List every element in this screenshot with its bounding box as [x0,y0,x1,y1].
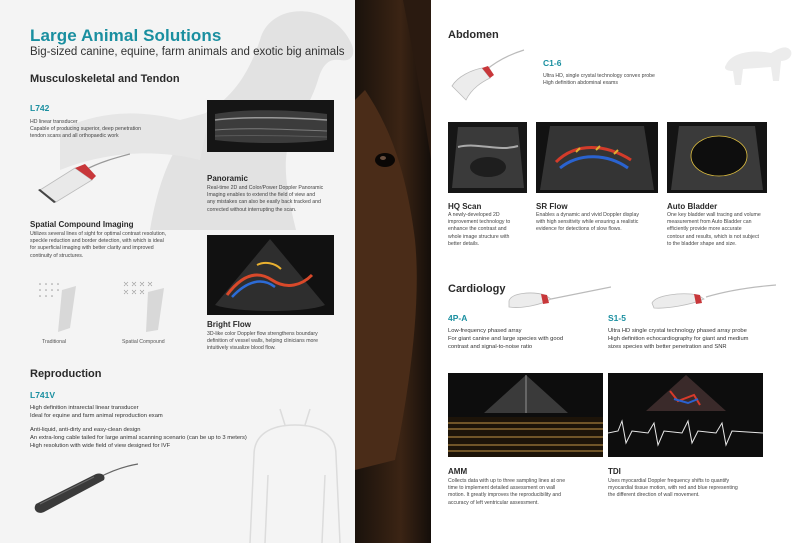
s15-probe-image [646,283,776,313]
sr-flow-image [536,122,658,193]
amm-image [448,373,603,457]
s15-model: S1-5 [608,313,626,323]
p4a-model: 4P-A [448,313,468,323]
bright-flow-image [207,235,334,315]
l741v-model: L741V [30,390,56,400]
l741v-description-2: Anti-liquid, anti-dirty and easy-clean design An extra-long cable tailed for large animal scanning scenario (can be up to 3 meters) High resolution with wide field of view designed for IVF [30,427,247,449]
right-panel [431,0,800,543]
traditional-label: Traditional [42,339,67,345]
c16-model: C1-6 [543,58,562,68]
abdomen-heading: Abdomen [448,29,499,41]
spatial-compound-diagram [118,278,178,333]
hq-scan-title: HQ Scan [448,202,482,211]
auto-bladder-description: One key bladder wall tracing and volume measurement from Auto Bladder can efficiently provide more accurate contour and results, which is not subject to the bladder shape and size. [667,212,761,247]
amm-title: AMM [448,467,468,476]
cardiology-heading: Cardiology [448,283,506,295]
p4a-description: Low-frequency phased array For giant canine and large species with good contrast and signal-to-noise ratio [448,328,564,350]
l742-model: L742 [30,103,50,113]
auto-bladder-title: Auto Bladder [667,202,718,211]
spatial-compound-label: Spatial Compound [122,339,165,345]
tdi-image [608,373,763,457]
page-subtitle: Big-sized canine, equine, farm animals and exotic big animals [30,46,345,58]
l741v-description-1: High definition intrarectal linear transducer Ideal for equine and farm animal reproduction exam [30,405,163,419]
c16-description: Ultra HD, single crystal technology convex probe High definition abdominal exams [543,73,655,87]
tdi-description: Uses myocardial Doppler frequency shifts to quantify myocardial tissue motion, with red and blue representing the different direction of wall movement. [608,478,738,499]
amm-description: Collects data with up to three sampling lines at one time to implement detailed assessment on wall motion. It greatly improves the reproducibility and accuracy of left ventricular assessment. [448,478,566,506]
bright-flow-description: 3D-like color Doppler flow strengthens boundary definition of vessel walls, helping clinicians more intuitively visualize blood flow. [207,331,319,352]
spatial-description: Utilizes several lines of sight for optimal contrast resolution, speckle reduction and border detection, with which is ideal for superficial imaging with better clarity and improved continuity of structures. [30,231,167,259]
hq-scan-description: A newly-developed 2D improvement technology to enhance the contrast and whole image structure with better details. [448,212,511,247]
bright-flow-title: Bright Flow [207,320,251,329]
c16-probe-image [446,48,526,103]
sr-flow-title: SR Flow [536,202,568,211]
l741v-probe-image [28,460,138,520]
left-panel [0,0,360,543]
spatial-title: Spatial Compound Imaging [30,220,134,229]
horse-photo-image [355,0,431,543]
p4a-probe-image [501,283,611,313]
auto-bladder-image [667,122,767,193]
horse-photo-strip [355,0,431,543]
panoramic-image [207,100,334,152]
reproduction-heading: Reproduction [30,368,102,380]
traditional-diagram [30,278,90,333]
panoramic-description: Real-time 2D and Color/Power Doppler Panoramic Imaging enables to extend the field of view and any mistakes can also be easily back tracked and corrected without interrupting the scan. [207,185,324,213]
hq-scan-image [448,122,527,193]
l742-description: HD linear transducer Capable of producing superior, deep penetration tendon scans and all orthopaedic work [30,119,142,140]
musculo-heading: Musculoskeletal and Tendon [30,73,180,85]
tdi-title: TDI [608,467,621,476]
panoramic-title: Panoramic [207,174,248,183]
l742-probe-image [30,150,130,205]
s15-description: Ultra HD single crystal technology phased array probe High definition echocardiography for giant and medium sizes species with better penetration and SNR [608,328,749,350]
page-title: Large Animal Solutions [30,26,222,45]
sr-flow-description: Enables a dynamic and vivid Doppler display with high sensitivity while ensuring a realistic evidence for detections of slow flows. [536,212,639,233]
